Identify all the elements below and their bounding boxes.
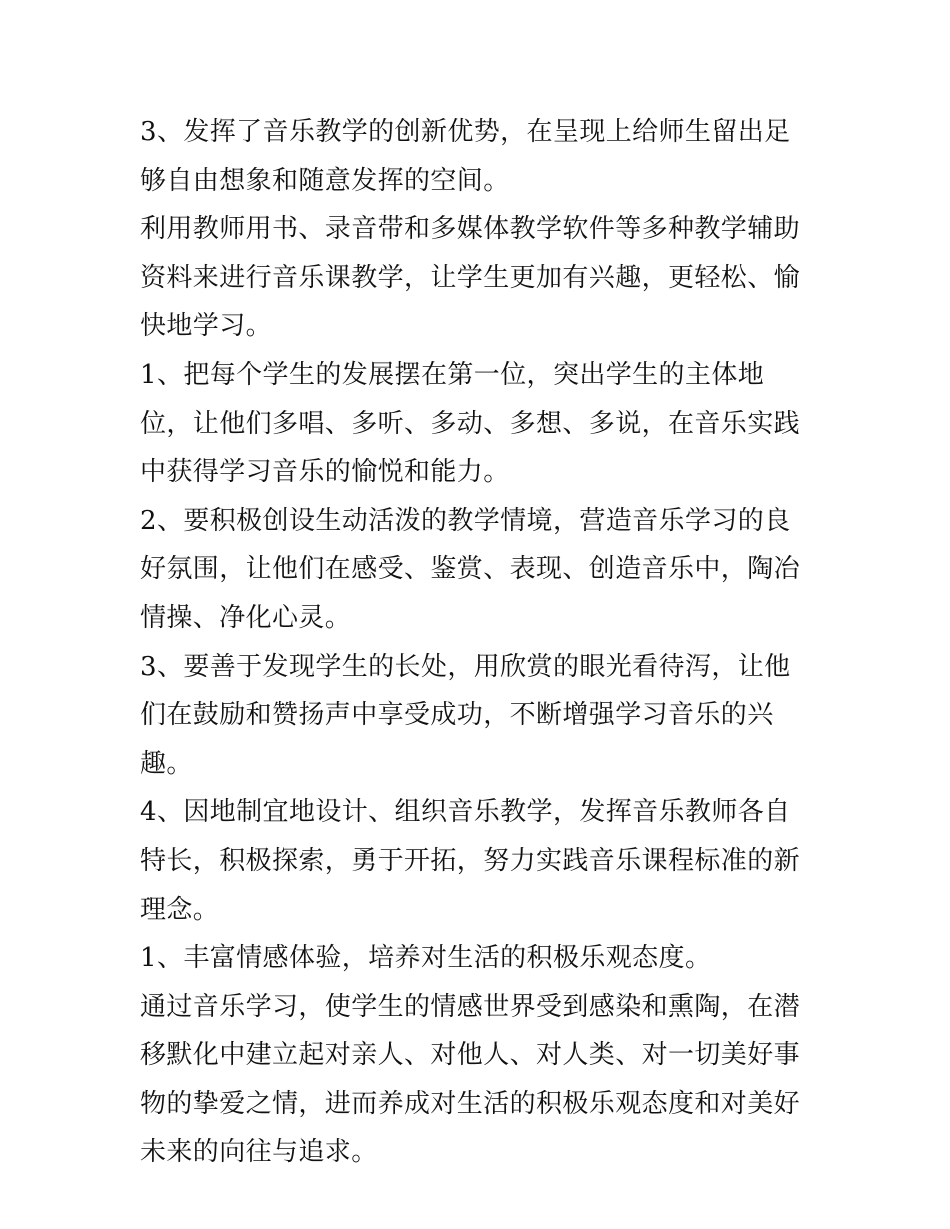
paragraph-1: 3、发挥了音乐教学的创新优势，在呈现上给师生留出足够自由想象和随意发挥的空间。 [140,117,791,196]
paragraph-2: 利用教师用书、录音带和多媒体教学软件等多种教学辅助资料来进行音乐课教学，让学生更加有兴趣，更轻松、愉快地学习。 [140,214,801,342]
paragraph-8: 通过音乐学习，使学生的情感世界受到感染和熏陶，在潜移默化中建立起对亲人、对他人、对人类、对一切美好事物的挚爱之情，进而养成对生活的积极乐观态度和对美好未来的向往与追求。 [140,991,801,1168]
document-body [140,108,815,1177]
paragraph-4: 2、要积极创设生动活泼的教学情境，营造音乐学习的良好氛围，让他们在感受、鉴赏、表现、创造音乐中，陶冶情操、净化心灵。 [140,505,801,633]
paragraph-5: 3、要善于发现学生的长处，用欣赏的眼光看待泻，让他们在鼓励和赞扬声中享受成功，不断增强学习音乐的兴趣。 [140,651,791,779]
paragraph-7: 1、丰富情感体验，培养对生活的积极乐观态度。 [140,943,712,974]
paragraph-3: 1、把每个学生的发展摆在第一位，突出学生的主体地位，让他们多唱、多听、多动、多想、多说，在音乐实践中获得学习音乐的愉悦和能力。 [140,359,801,488]
paragraph-6: 4、因地制宜地设计、组织音乐教学，发挥音乐教师各自特长，积极探索，勇于开拓，努力实践音乐课程标准的新理念。 [140,797,801,925]
